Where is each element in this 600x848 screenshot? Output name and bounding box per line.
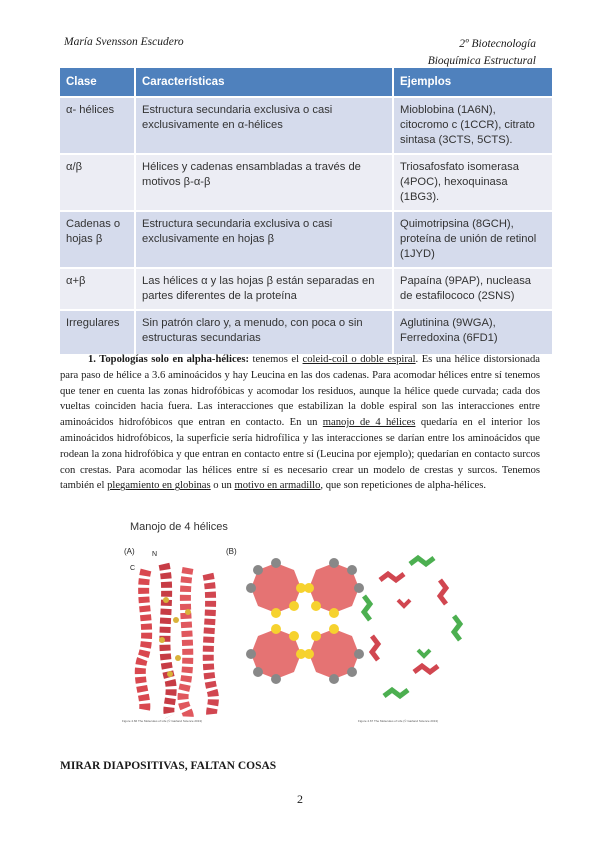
cell-ejemplos: Triosafosfato isomerasa (4POC), hexoquinasa (1BG3). <box>393 154 552 211</box>
n-terminus-label: N <box>152 551 158 558</box>
paragraph-text: . Es una hélice distorsionada para paso de hélice a 3.6 aminoácidos y hay Leucina en las dos cadenas. Para acomodar hélices entre sí tenemos que tener en cuenta las zonas hidrofóbicas y acomodar los residuos, aunque la hélice quede curvada; cada dos vueltas coinciden hacia fuera. Las interacciones que estabilizan la doble espiral son las interacciones entre aminoácidos hidrofóbicos que entran en contacto. En un <box>60 354 540 429</box>
panel-a-label: (A) <box>124 547 135 556</box>
col-header-clase: Clase <box>60 68 135 97</box>
cell-clase: α+β <box>60 268 135 310</box>
panel-b-label: (B) <box>226 547 237 556</box>
cell-clase: α/β <box>60 154 135 211</box>
cell-ejemplos: Quimotripsina (8GCH), proteína de unión de retinol (1JYD) <box>393 211 552 268</box>
table-row <box>60 154 552 211</box>
figure-caption-right: Figure 4.67 The Molecules of Life (© Garland Science 2013) <box>358 719 439 723</box>
col-header-ejemplos: Ejemplos <box>393 68 552 97</box>
figure-title: Manojo de 4 hélices <box>130 521 228 533</box>
paragraph-heading: 1. Topologías solo en alpha-hélices: <box>88 354 249 365</box>
term-link-coiled-coil: coleid-coil o doble espiral <box>302 354 416 365</box>
header-course: 2º Biotecnología <box>459 38 536 50</box>
review-note: MIRAR DIAPOSITIVAS, FALTAN COSAS <box>60 760 277 772</box>
cell-caracteristicas: Estructura secundaria exclusiva o casi exclusivamente en α-hélices <box>135 97 393 154</box>
cell-caracteristicas: Hélices y cadenas ensambladas a través de motivos β-α-β <box>135 154 393 211</box>
paragraph-text: o un <box>210 480 235 492</box>
table-header-row <box>60 68 552 97</box>
col-header-caracteristicas: Características <box>135 68 393 97</box>
body-paragraph <box>60 352 540 494</box>
table-row <box>60 97 552 154</box>
paragraph-text: , que son repeticiones de alpha-hélices. <box>320 480 487 492</box>
cell-caracteristicas: Sin patrón claro y, a menudo, con poca o sin estructuras secundarias <box>135 310 393 354</box>
table-row <box>60 268 552 310</box>
cell-caracteristicas: Las hélices α y las hojas β están separadas en partes diferentes de la proteína <box>135 268 393 310</box>
paragraph-text: quedaría en el interior los aminoácidos hidrofóbicos, la superficie sería hidrofílica y las interacciones se darían entre los aminoácidos que rodean la zona hidrofóbica y que entran en contacto entre sí (Leucina por ejemplo); quedarían en contacto surcos con crestas. Para acomodar las hélices entre sí es necesario crear un modelo de crestas y surcos. Tenemos también el <box>60 417 540 492</box>
cell-clase: Cadenas o hojas β <box>60 211 135 268</box>
four-helix-bundle-figure <box>118 540 470 726</box>
classification-table <box>60 68 552 354</box>
helix-bundle-ribbon <box>140 564 213 718</box>
term-link-globin-fold: plegamiento en globinas <box>107 480 211 492</box>
term-link-armadillo-motif: motivo en armadillo <box>234 480 321 492</box>
table-row <box>60 211 552 268</box>
cell-ejemplos: Aglutinina (9WGA), Ferredoxina (6FD1) <box>393 310 552 354</box>
helix-wheel-diagram <box>246 558 364 684</box>
page-number: 2 <box>297 792 303 806</box>
cell-ejemplos: Mioblobina (1A6N), citocromo c (1CCR), citrato sintasa (3CTS, 5CTS). <box>393 97 552 154</box>
cell-caracteristicas: Estructura secundaria exclusiva o casi exclusivamente en hojas β <box>135 211 393 268</box>
term-link-four-helix-bundle: manojo de 4 hélices <box>322 417 416 429</box>
table-row <box>60 310 552 354</box>
cell-ejemplos: Papaína (9PAP), nucleasa de estafilococo (2SNS) <box>393 268 552 310</box>
header-author: María Svensson Escudero <box>64 36 184 48</box>
cell-clase: Irregulares <box>60 310 135 354</box>
header-course-info <box>428 36 536 70</box>
armadillo-structure <box>364 558 464 696</box>
cell-clase: α- hélices <box>60 97 135 154</box>
figure-caption-left: Figure 4.66 The Molecules of Life (© Garland Science 2013) <box>122 719 203 723</box>
header-subject: Bioquímica Estructural <box>427 55 536 67</box>
paragraph-text: tenemos el <box>249 354 303 365</box>
c-terminus-label: C <box>130 565 136 572</box>
